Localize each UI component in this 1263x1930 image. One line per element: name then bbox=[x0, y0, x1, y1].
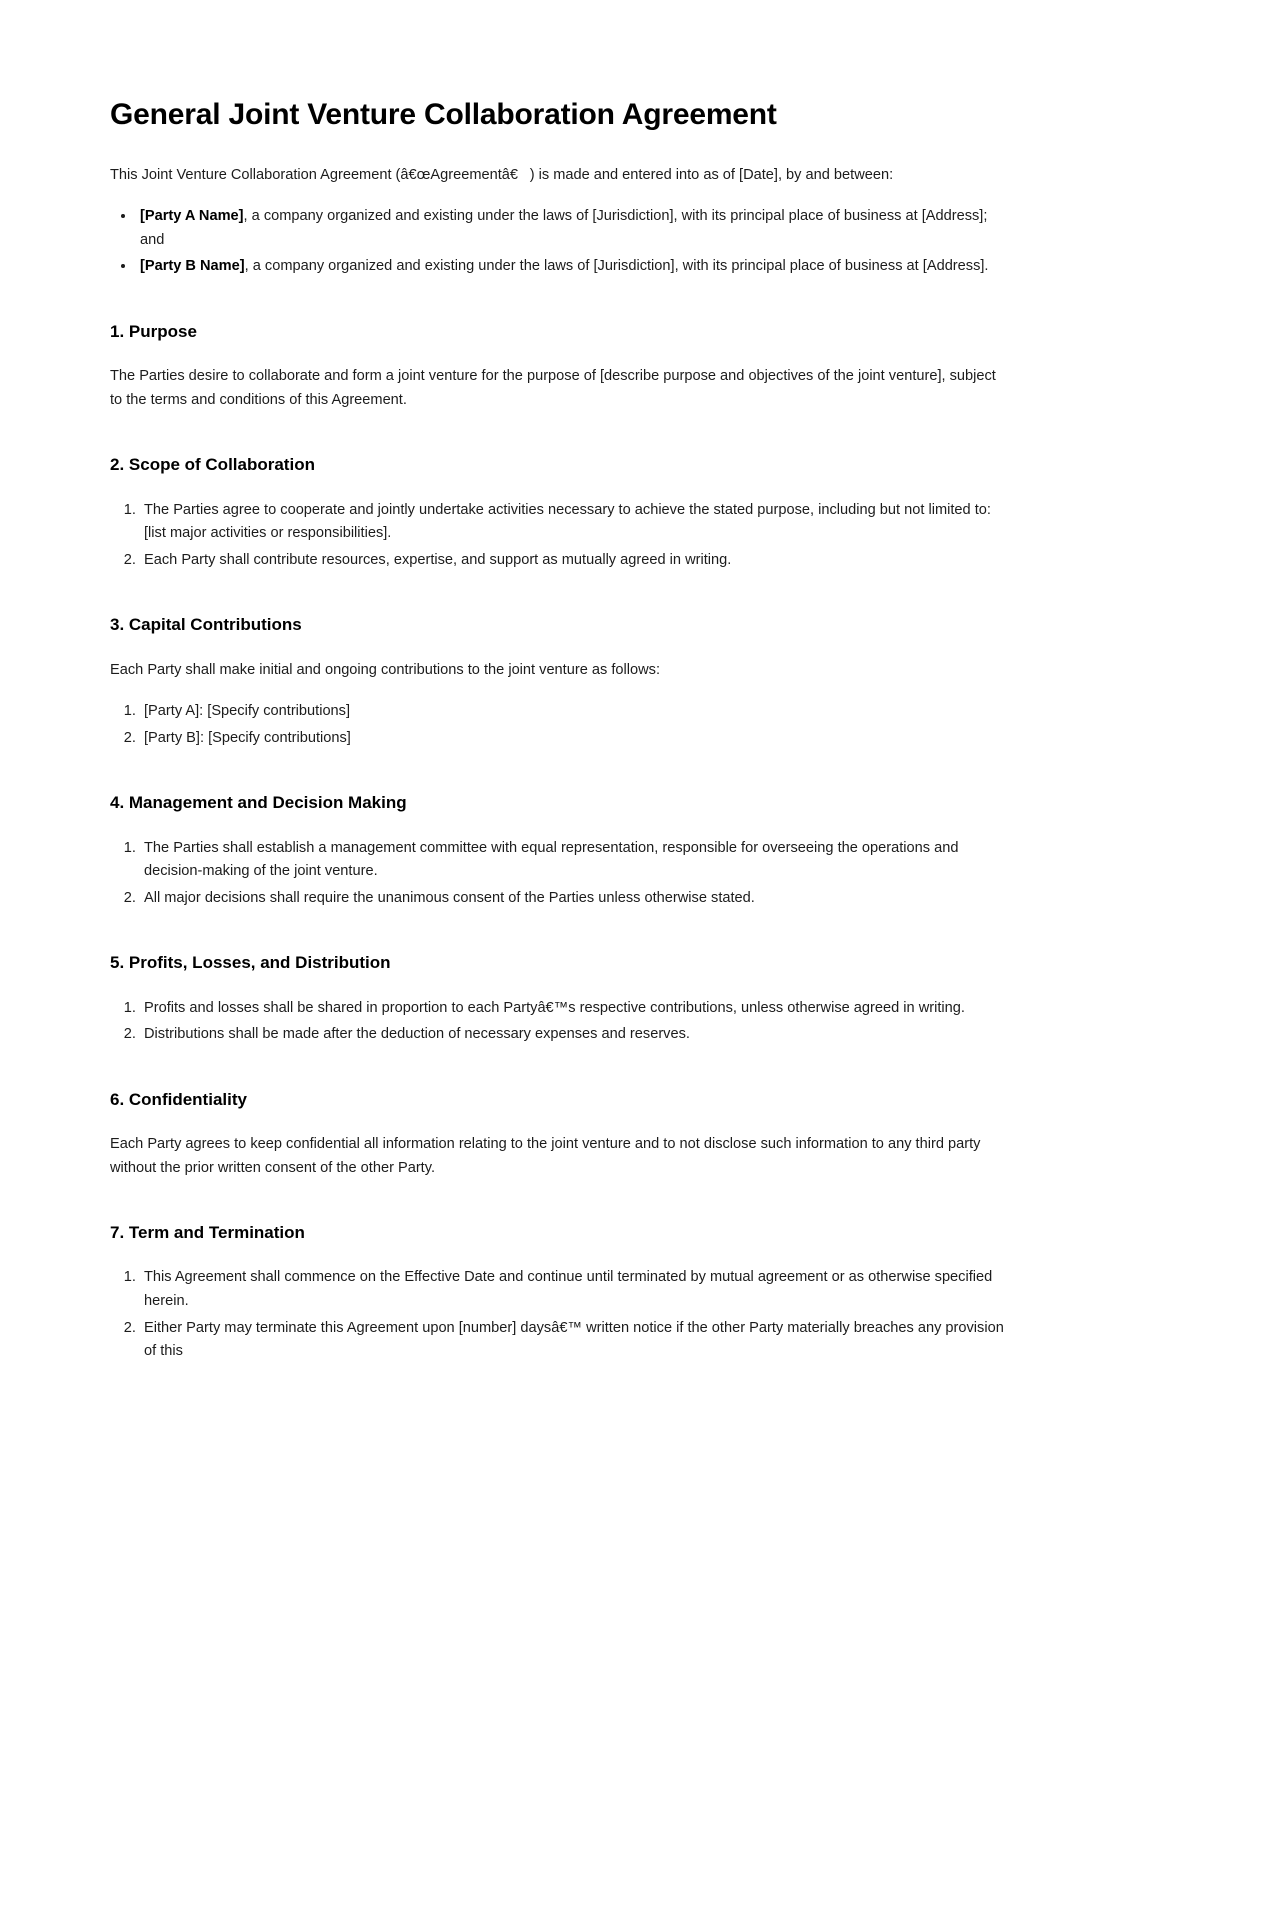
list-item: 2. Each Party shall contribute resources, expertise, and support as mutually agreed in writing. bbox=[140, 549, 1005, 573]
list-item bbox=[136, 255, 1005, 279]
list-item: 1. This Agreement shall commence on the Effective Date and continue until terminated by mutual agreement or as otherwise specified herein. bbox=[140, 1266, 1005, 1313]
list-item: 2. [Party B]: [Specify contributions] bbox=[140, 727, 1005, 751]
section-list-management bbox=[110, 837, 1005, 911]
page-title: General Joint Venture Collaboration Agreement bbox=[110, 98, 777, 131]
list-item: 2. All major decisions shall require the unanimous consent of the Parties unless otherwise stated. bbox=[140, 887, 1005, 911]
list-item: 2. Distributions shall be made after the deduction of necessary expenses and reserves. bbox=[140, 1023, 1005, 1047]
section-paragraph-confidentiality: Each Party agrees to keep confidential all information relating to the joint venture and to not disclose such information to any third party without the prior written consent of the other Party. bbox=[110, 1135, 981, 1176]
section-paragraph-purpose: The Parties desire to collaborate and form a joint venture for the purpose of [describe purpose and objectives of the joint venture], subject to the terms and conditions of this Agreement. bbox=[110, 368, 996, 408]
section-heading-management: 4. Management and Decision Making bbox=[110, 793, 407, 813]
section-heading-confidentiality: 6. Confidentiality bbox=[110, 1089, 247, 1109]
intro-paragraph: This Joint Venture Collaboration Agreement (â€œAgreementâ€) is made and entered into as of [Date], by and between: bbox=[110, 166, 894, 183]
list-item: 1. The Parties shall establish a management committee with equal representation, responsible for overseeing the operations and decision-making of the joint venture. bbox=[140, 837, 1005, 884]
section-list-scope bbox=[110, 499, 1005, 573]
page-bottom-whitespace bbox=[110, 1370, 1005, 1890]
section-list-capital-contributions bbox=[110, 700, 1005, 750]
section-paragraph-capital-contributions: Each Party shall make initial and ongoing contributions to the joint venture as follows: bbox=[110, 661, 661, 678]
section-heading-term-termination: 7. Term and Termination bbox=[110, 1223, 305, 1243]
section-heading-scope: 2. Scope of Collaboration bbox=[110, 455, 315, 475]
section-heading-capital-contributions: 3. Capital Contributions bbox=[110, 615, 302, 635]
section-heading-profits: 5. Profits, Losses, and Distribution bbox=[110, 953, 391, 973]
list-item: 1. The Parties agree to cooperate and jointly undertake activities necessary to achieve the stated purpose, including but not limited to: [list major activities or responsibilities]. bbox=[140, 499, 1005, 546]
section-list-term-termination bbox=[110, 1266, 1005, 1364]
party-b-detail: , a company organized and existing under the laws of [Jurisdiction], with its principal place of business at [Address]. bbox=[244, 258, 989, 275]
list-item: 1. Profits and losses shall be shared in proportion to each Partyâ€™s respective contributions, unless otherwise agreed in writing. bbox=[140, 997, 1005, 1021]
section-heading-purpose: 1. Purpose bbox=[110, 322, 197, 342]
party-b-name: [Party B Name] bbox=[140, 258, 245, 275]
document-body bbox=[110, 96, 1005, 1890]
list-item: 1. [Party A]: [Specify contributions] bbox=[140, 700, 1005, 724]
section-list-profits bbox=[110, 997, 1005, 1047]
party-a-name: [Party A Name] bbox=[140, 208, 244, 225]
list-item: 2. Either Party may terminate this Agreement upon [number] daysâ€™ written notice if the other Party materially breaches any provision of this bbox=[140, 1317, 1005, 1364]
parties-list bbox=[110, 205, 1005, 279]
party-a-detail: , a company organized and existing under the laws of [Jurisdiction], with its principal place of business at [Address]; and bbox=[140, 208, 988, 248]
list-item bbox=[136, 205, 1005, 252]
